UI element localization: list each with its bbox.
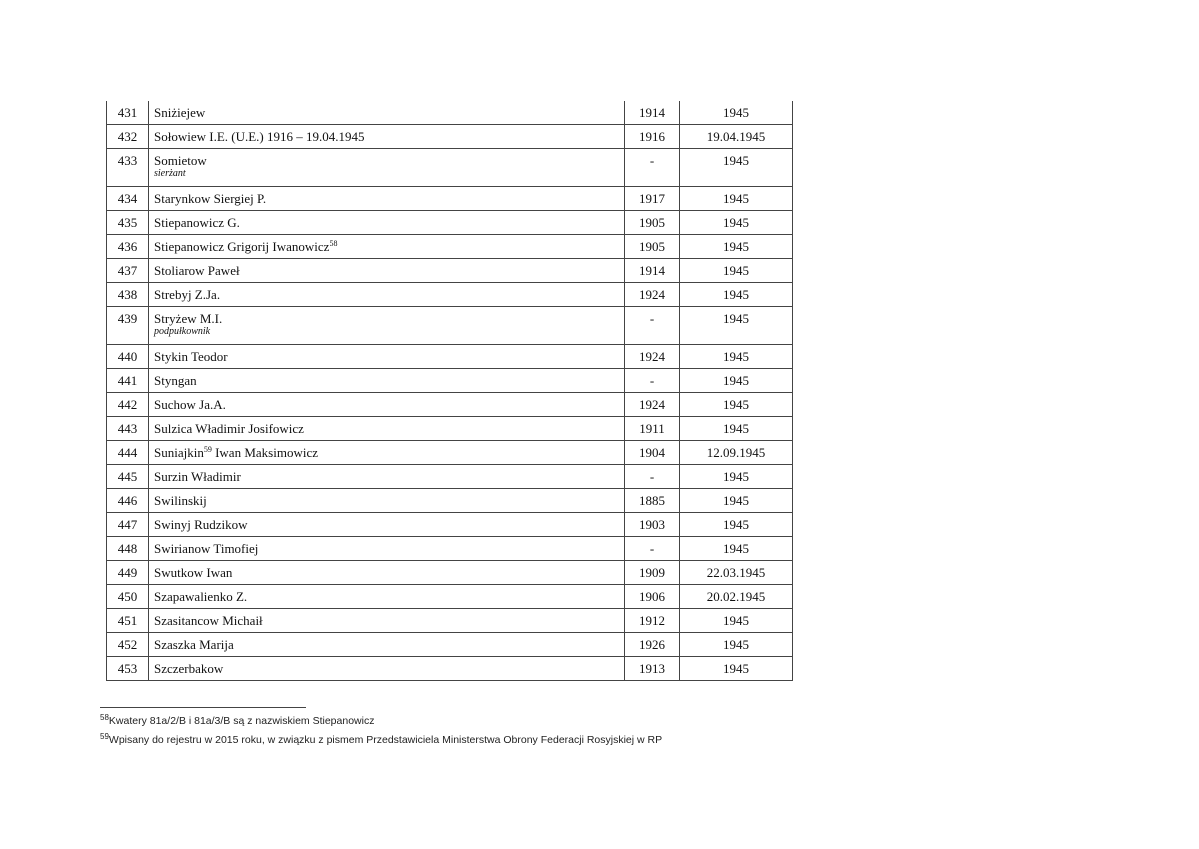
birth-year: 1914: [625, 259, 680, 283]
death-date: 12.09.1945: [680, 441, 793, 465]
person-name-cell: [149, 609, 625, 633]
row-number: 449: [107, 561, 149, 585]
person-name-cell: [149, 633, 625, 657]
person-name: Styngan: [154, 373, 197, 388]
person-name-cell: [149, 561, 625, 585]
footnote-text: Kwatery 81a/2/B i 81a/3/B są z nazwiskiem Stiepanowicz: [108, 715, 375, 727]
table-row: [107, 101, 793, 125]
birth-year: 1905: [625, 235, 680, 259]
birth-year: 1924: [625, 283, 680, 307]
table-row: [107, 441, 793, 465]
person-name-cell: [149, 345, 625, 369]
death-date: 1945: [680, 393, 793, 417]
person-name-cell: [149, 235, 625, 259]
person-name: Stykin Teodor: [154, 349, 228, 364]
death-date: 1945: [680, 345, 793, 369]
row-number: 452: [107, 633, 149, 657]
person-name-cell: [149, 393, 625, 417]
death-date: 1945: [680, 417, 793, 441]
death-date: 1945: [680, 609, 793, 633]
person-name-cell: [149, 125, 625, 149]
person-name-cell: [149, 537, 625, 561]
person-name-cell: [149, 417, 625, 441]
table-row: [107, 235, 793, 259]
row-number: 442: [107, 393, 149, 417]
death-date: 1945: [680, 235, 793, 259]
person-name: Sniżiejew: [154, 105, 206, 120]
person-name: Surzin Władimir: [154, 469, 241, 484]
death-date: 1945: [680, 259, 793, 283]
birth-year: 1914: [625, 101, 680, 125]
row-number: 437: [107, 259, 149, 283]
person-name: Sołowiew I.E. (U.E.) 1916 – 19.04.1945: [154, 129, 365, 144]
birth-year: -: [625, 369, 680, 393]
row-number: 448: [107, 537, 149, 561]
row-number: 432: [107, 125, 149, 149]
row-number: 444: [107, 441, 149, 465]
person-name: Stiepanowicz G.: [154, 215, 240, 230]
row-number: 440: [107, 345, 149, 369]
table-row: [107, 259, 793, 283]
birth-year: 1913: [625, 657, 680, 681]
table-row: [107, 609, 793, 633]
person-name: Stoliarow Paweł: [154, 263, 240, 278]
birth-year: -: [625, 307, 680, 345]
table-row: [107, 417, 793, 441]
birth-year: 1903: [625, 513, 680, 537]
birth-year: 1916: [625, 125, 680, 149]
death-date: 1945: [680, 537, 793, 561]
birth-year: -: [625, 465, 680, 489]
death-date: 1945: [680, 369, 793, 393]
person-name: Szapawalienko Z.: [154, 589, 248, 604]
table-row: [107, 187, 793, 211]
person-name-cell: [149, 657, 625, 681]
table-row: [107, 585, 793, 609]
birth-year: 1911: [625, 417, 680, 441]
birth-year: 1906: [625, 585, 680, 609]
death-date: 1945: [680, 633, 793, 657]
table-row: [107, 633, 793, 657]
row-number: 447: [107, 513, 149, 537]
burial-register-table: [106, 101, 793, 681]
person-name: Szaszka Marija: [154, 637, 234, 652]
footnote-58: [100, 715, 374, 727]
birth-year: 1885: [625, 489, 680, 513]
row-number: 441: [107, 369, 149, 393]
person-name-cell: [149, 585, 625, 609]
footnote-separator: [100, 707, 306, 708]
military-rank: podpułkownik: [154, 326, 211, 337]
footnote-text: Wpisany do rejestru w 2015 roku, w związku z pismem Przedstawiciela Ministerstwa Obrony Federacji Rosyjskiej w RP: [108, 734, 663, 746]
table-row: [107, 149, 793, 187]
death-date: 1945: [680, 187, 793, 211]
row-number: 431: [107, 101, 149, 125]
person-name-cell: [149, 441, 625, 465]
person-name: Swinyj Rudzikow: [154, 517, 248, 532]
table-row: [107, 283, 793, 307]
person-name-cell: [149, 369, 625, 393]
birth-year: 1924: [625, 345, 680, 369]
person-name-cell: [149, 465, 625, 489]
row-number: 445: [107, 465, 149, 489]
table-row: [107, 211, 793, 235]
person-name: Suchow Ja.A.: [154, 397, 226, 412]
row-number: 439: [107, 307, 149, 345]
row-number: 451: [107, 609, 149, 633]
person-name: Szczerbakow: [154, 661, 224, 676]
person-name: Stryżew M.I.: [154, 311, 223, 326]
death-date: 1945: [680, 513, 793, 537]
death-date: 19.04.1945: [680, 125, 793, 149]
person-name: Swilinskij: [154, 493, 207, 508]
person-name-cell: [149, 187, 625, 211]
person-name-cell: [149, 283, 625, 307]
person-name-cell: [149, 307, 625, 345]
row-number: 435: [107, 211, 149, 235]
person-name: Swutkow Iwan: [154, 565, 233, 580]
row-number: 434: [107, 187, 149, 211]
birth-year: -: [625, 149, 680, 187]
table-row: [107, 465, 793, 489]
person-name-cell: [149, 149, 625, 187]
person-name-cell: [149, 211, 625, 235]
birth-year: 1905: [625, 211, 680, 235]
table-row: [107, 561, 793, 585]
person-name-cell: [149, 513, 625, 537]
row-number: 443: [107, 417, 149, 441]
footnote-ref: 59: [203, 445, 212, 454]
footnote-59: [100, 734, 662, 746]
row-number: 438: [107, 283, 149, 307]
death-date: 1945: [680, 101, 793, 125]
table-row: [107, 489, 793, 513]
row-number: 436: [107, 235, 149, 259]
person-name-rest: Iwan Maksimowicz: [211, 445, 318, 460]
person-name: Swirianow Timofiej: [154, 541, 259, 556]
birth-year: 1924: [625, 393, 680, 417]
birth-year: 1904: [625, 441, 680, 465]
person-name: Strebyj Z.Ja.: [154, 287, 221, 302]
footnote-mark: 59: [100, 732, 109, 741]
birth-year: 1926: [625, 633, 680, 657]
death-date: 22.03.1945: [680, 561, 793, 585]
row-number: 453: [107, 657, 149, 681]
person-name-cell: [149, 259, 625, 283]
death-date: 20.02.1945: [680, 585, 793, 609]
row-number: 433: [107, 149, 149, 187]
table-row: [107, 393, 793, 417]
table-row: [107, 657, 793, 681]
table-body: [107, 101, 793, 681]
military-rank: sierżant: [154, 168, 186, 179]
death-date: 1945: [680, 149, 793, 187]
birth-year: 1917: [625, 187, 680, 211]
person-name: Starynkow Siergiej P.: [154, 191, 267, 206]
person-name: Somietow: [154, 153, 207, 168]
person-name: Szasitancow Michaił: [154, 613, 263, 628]
death-date: 1945: [680, 283, 793, 307]
table-row: [107, 307, 793, 345]
birth-year: 1909: [625, 561, 680, 585]
footnote-ref: 58: [329, 239, 338, 248]
person-name: Sulzica Władimir Josifowicz: [154, 421, 304, 436]
death-date: 1945: [680, 307, 793, 345]
birth-year: -: [625, 537, 680, 561]
death-date: 1945: [680, 465, 793, 489]
table-row: [107, 369, 793, 393]
person-name-cell: [149, 489, 625, 513]
row-number: 450: [107, 585, 149, 609]
table-row: [107, 537, 793, 561]
death-date: 1945: [680, 489, 793, 513]
death-date: 1945: [680, 211, 793, 235]
table-row: [107, 513, 793, 537]
person-name: Suniajkin: [154, 445, 204, 460]
table-row: [107, 345, 793, 369]
footnote-mark: 58: [100, 713, 109, 722]
person-name: Stiepanowicz Grigorij Iwanowicz: [154, 239, 330, 254]
row-number: 446: [107, 489, 149, 513]
death-date: 1945: [680, 657, 793, 681]
person-name-cell: [149, 101, 625, 125]
table-row: [107, 125, 793, 149]
birth-year: 1912: [625, 609, 680, 633]
